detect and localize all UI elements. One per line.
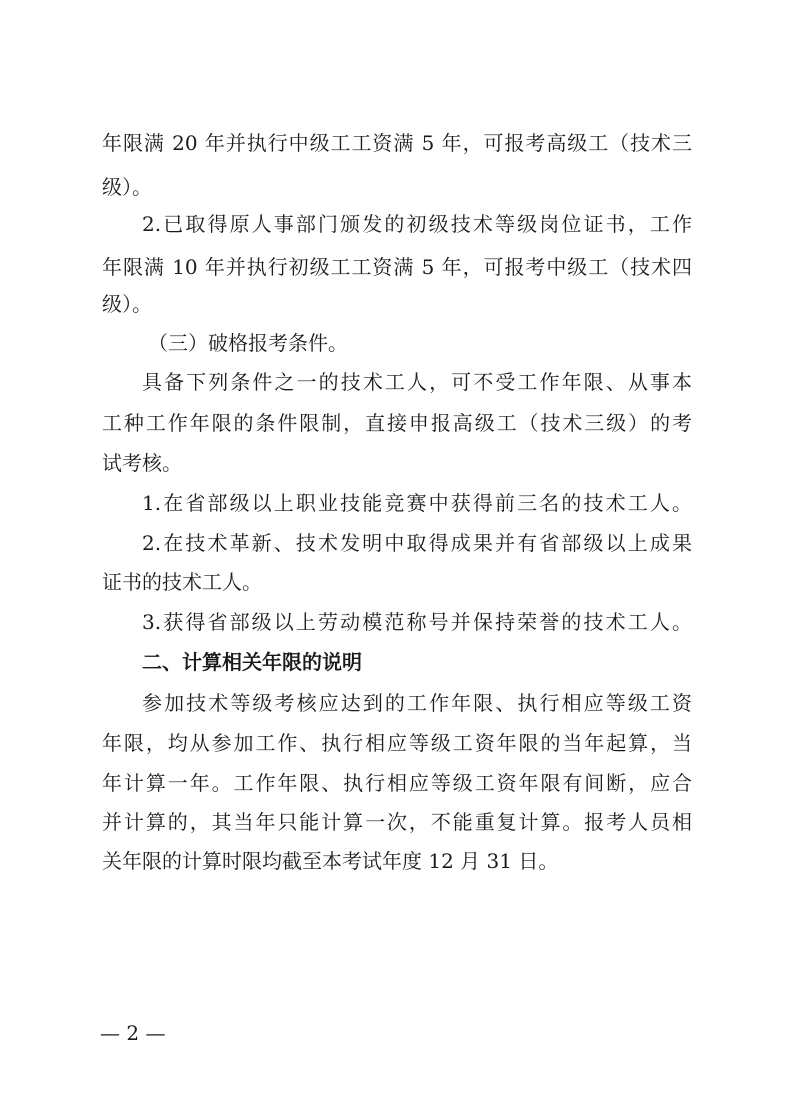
text-line: 工种工作年限的条件限制，直接申报高级工（技术三级）的考 (102, 411, 692, 435)
text-line: 年计算一年。工作年限、执行相应等级工资年限有间断，应合 (102, 771, 692, 795)
text-line: 关年限的计算时限均截至本考试年度 12 月 31 日。 (102, 849, 559, 873)
section-heading-bold: 二、计算相关年限的说明 (142, 650, 362, 674)
text-line: 级）。 (102, 175, 152, 199)
text-line: 年限满 20 年并执行中级工工资满 5 年，可报考高级工（技术三 (102, 131, 692, 155)
section-heading: （三）破格报考条件。 (148, 331, 348, 355)
text-line: 年限满 10 年并执行初级工工资满 5 年，可报考中级工（技术四 (102, 255, 692, 279)
text-line: 试考核。 (102, 451, 182, 475)
text-line: 年限，均从参加工作、执行相应等级工资年限的当年起算，当 (102, 731, 692, 755)
text-line: 并计算的，其当年只能计算一次，不能重复计算。报考人员相 (102, 810, 692, 834)
text-line: 级）。 (102, 292, 152, 316)
text-line: 2.已取得原人事部门颁发的初级技术等级岗位证书，工作 (142, 212, 692, 236)
text-line: 1.在省部级以上职业技能竞赛中获得前三名的技术工人。 (142, 491, 692, 515)
text-line: 2.在技术革新、技术发明中取得成果并有省部级以上成果 (142, 531, 692, 555)
text-line: 3.获得省部级以上劳动模范称号并保持荣誉的技术工人。 (142, 610, 692, 634)
page-number: — 2 — (100, 1021, 166, 1045)
text-line: 参加技术等级考核应达到的工作年限、执行相应等级工资 (142, 691, 692, 715)
text-line: 具备下列条件之一的技术工人，可不受工作年限、从事本 (142, 370, 692, 394)
text-line: 证书的技术工人。 (102, 570, 262, 594)
